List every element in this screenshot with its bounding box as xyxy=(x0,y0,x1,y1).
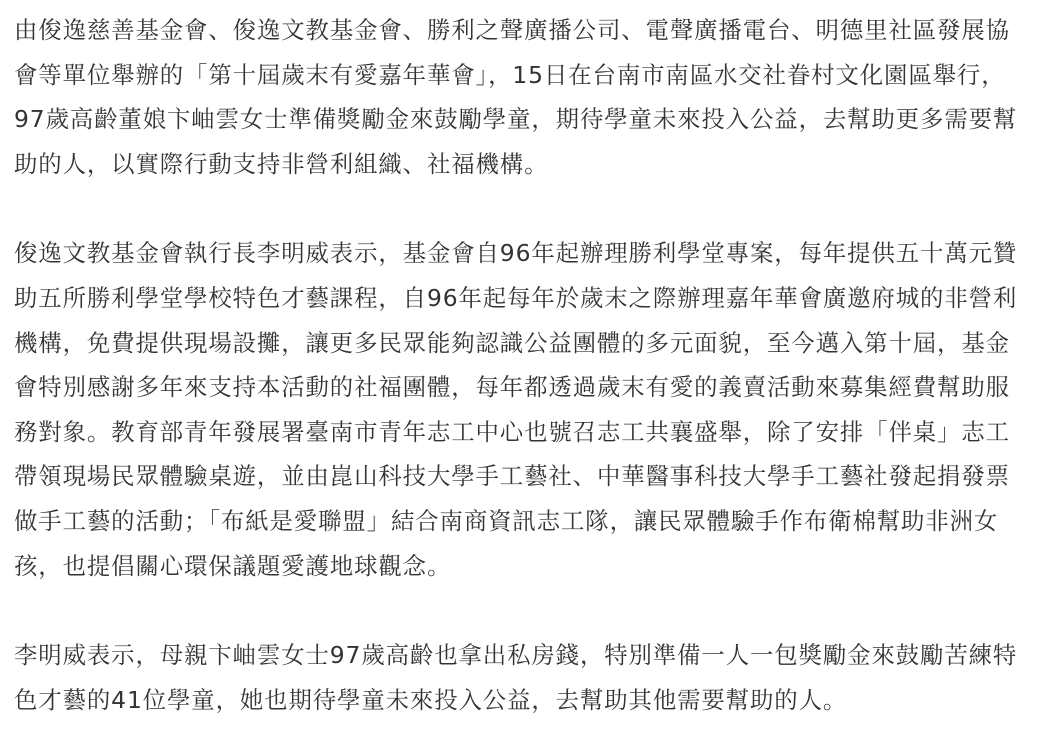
paragraph-line: 會特別感謝多年來支持本活動的社福團體，每年都透過歲末有愛的義賣活動來募集經費幫助服 xyxy=(14,373,1010,402)
paragraph-line: 助的人，以實際行動支持非營利組織、社福機構。 xyxy=(14,149,549,178)
paragraph-line: 機構，免費提供現場設攤，讓更多民眾能夠認識公益團體的多元面貌，至今邁入第十屆，基金 xyxy=(14,328,1010,357)
paragraph-3 xyxy=(14,633,1046,722)
paragraph-line: 李明威表示，母親卞岫雲女士97歲高齡也拿出私房錢，特別準備一人一包獎勵金來鼓勵苦練特 xyxy=(14,641,1018,670)
paragraph-line: 助五所勝利學堂學校特色才藝課程，自96年起每年於歲末之際辦理嘉年華會廣邀府城的非營利 xyxy=(14,283,1018,312)
paragraph-line: 帶領現場民眾體驗桌遊，並由崑山科技大學手工藝社、中華醫事科技大學手工藝社發起捐發票 xyxy=(14,462,1010,491)
paragraph-line: 俊逸文教基金會執行長李明威表示，基金會自96年起辦理勝利學堂專案，每年提供五十萬元贊 xyxy=(14,239,1018,268)
paragraph-line: 由俊逸慈善基金會、俊逸文教基金會、勝利之聲廣播公司、電聲廣播電台、明德里社區發展協 xyxy=(14,16,1010,44)
paragraph-2 xyxy=(14,231,1046,588)
paragraph-1 xyxy=(14,8,1046,186)
paragraph-line: 會等單位舉辦的「第十屆歲末有愛嘉年華會」，15日在台南市南區水交社眷村文化園區舉行， xyxy=(14,60,1006,89)
paragraph-line: 色才藝的41位學童，她也期待學童未來投入公益，去幫助其他需要幫助的人。 xyxy=(14,685,848,714)
paragraph-line: 務對象。教育部青年發展署臺南市青年志工中心也號召志工共襄盛舉，除了安排「伴桌」志工 xyxy=(14,417,1010,446)
paragraph-line: 做手工藝的活動；「布紙是愛聯盟」結合南商資訊志工隊，讓民眾體驗手作布衛棉幫助非洲女 xyxy=(14,506,999,535)
paragraph-line: 97歲高齡董娘卞岫雲女士準備獎勵金來鼓勵學童，期待學童未來投入公益，去幫助更多需要幫 xyxy=(14,105,1018,134)
paragraph-line: 孩，也提倡關心環保議題愛護地球觀念。 xyxy=(14,551,452,580)
